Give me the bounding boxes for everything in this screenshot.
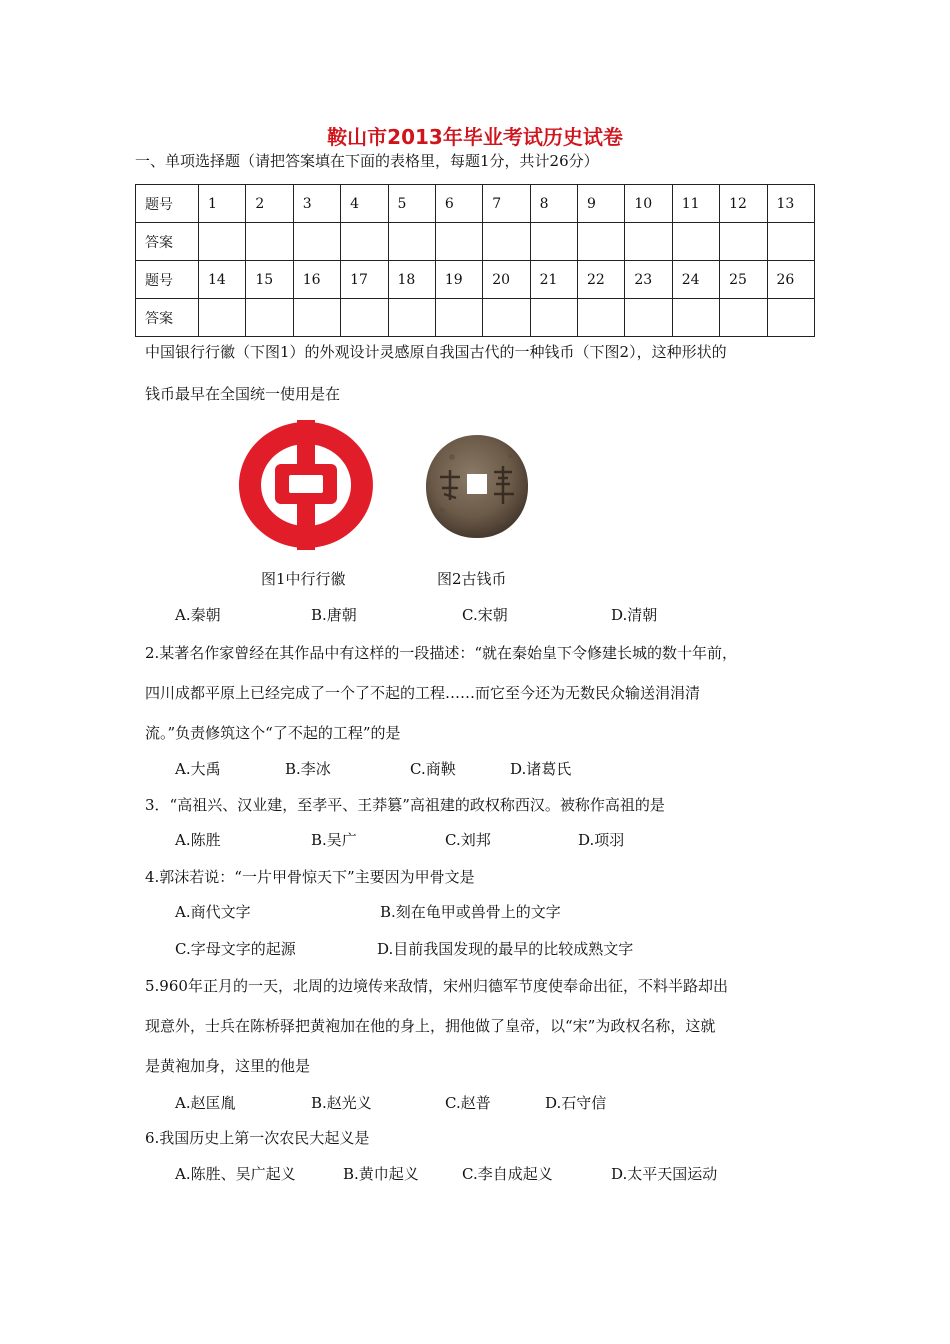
q3-option-c[interactable]: C.刘邦: [445, 831, 491, 849]
answer-cell[interactable]: [483, 299, 530, 337]
fig2-caption: 图2古钱币: [437, 570, 507, 588]
q2-stem-line1: 2.某著名作家曾经在其作品中有这样的一段描述：“就在秦始皇下令修建长城的数十年前，: [145, 644, 737, 662]
answer-cell[interactable]: [435, 299, 482, 337]
answer-cell[interactable]: [293, 223, 340, 261]
table-row: [136, 185, 815, 223]
question-number: 20: [483, 261, 530, 299]
question-number: 16: [293, 261, 340, 299]
q5-option-b[interactable]: B.赵光义: [311, 1094, 372, 1112]
question-number: 7: [483, 185, 530, 223]
answer-cell[interactable]: [625, 223, 672, 261]
question-number: 10: [625, 185, 672, 223]
answer-cell[interactable]: [720, 223, 767, 261]
question-number: 9: [578, 185, 625, 223]
answer-cell[interactable]: [199, 299, 246, 337]
question-number: 21: [530, 261, 577, 299]
q5-stem-line1: 5.960年正月的一天，北周的边境传来敌情，宋州归德军节度使奉命出征，不料半路却出: [145, 977, 728, 995]
question-number: 26: [767, 261, 815, 299]
question-number: 6: [435, 185, 482, 223]
row-label-number: 题号: [136, 185, 199, 223]
question-number: 24: [672, 261, 719, 299]
answer-cell[interactable]: [341, 299, 388, 337]
ancient-coin-icon: [422, 432, 532, 542]
answer-cell[interactable]: [767, 299, 815, 337]
question-number: 19: [435, 261, 482, 299]
q4-option-d[interactable]: D.目前我国发现的最早的比较成熟文字: [377, 940, 634, 958]
question-number: 15: [246, 261, 293, 299]
q5-option-a[interactable]: A.赵匡胤: [175, 1094, 236, 1112]
question-number: 23: [625, 261, 672, 299]
question-number: 1: [199, 185, 246, 223]
q2-stem-line2: 四川成都平原上已经完成了一个了不起的工程……而它至今还为无数民众输送涓涓清: [145, 684, 701, 702]
q1-option-c[interactable]: C.宋朝: [462, 606, 508, 624]
q3-stem: 3．“高祖兴、汉业建，至孝平、王莽篡”高祖建的政权称西汉。被称作高祖的是: [145, 796, 665, 814]
q2-option-c[interactable]: C.商鞅: [410, 760, 456, 778]
row-label-number: 题号: [136, 261, 199, 299]
q1-stem-line2: 钱币最早在全国统一使用是在: [145, 385, 341, 403]
q1-option-b[interactable]: B.唐朝: [311, 606, 357, 624]
question-number: 4: [341, 185, 388, 223]
table-row: [136, 299, 815, 337]
question-number: 12: [720, 185, 767, 223]
q6-option-c[interactable]: C.李自成起义: [462, 1165, 553, 1183]
answer-cell[interactable]: [767, 223, 815, 261]
answer-cell[interactable]: [530, 299, 577, 337]
q2-option-b[interactable]: B.李冰: [285, 760, 331, 778]
q1-option-d[interactable]: D.清朝: [611, 606, 658, 624]
question-number: 22: [578, 261, 625, 299]
q6-option-d[interactable]: D.太平天国运动: [611, 1165, 718, 1183]
q6-stem: 6.我国历史上第一次农民大起义是: [145, 1129, 370, 1147]
answer-cell[interactable]: [672, 223, 719, 261]
answer-cell[interactable]: [388, 223, 435, 261]
q6-option-b[interactable]: B.黄巾起义: [343, 1165, 419, 1183]
q2-option-a[interactable]: A.大禹: [175, 760, 221, 778]
answer-cell[interactable]: [246, 223, 293, 261]
answer-cell[interactable]: [483, 223, 530, 261]
answer-cell[interactable]: [578, 299, 625, 337]
answer-cell[interactable]: [720, 299, 767, 337]
q6-option-a[interactable]: A.陈胜、吴广起义: [175, 1165, 296, 1183]
q3-option-a[interactable]: A.陈胜: [175, 831, 221, 849]
q4-option-a[interactable]: A.商代文字: [175, 903, 251, 921]
question-number: 3: [293, 185, 340, 223]
q4-option-c[interactable]: C.字母文字的起源: [175, 940, 296, 958]
answer-table: [135, 184, 815, 337]
q1-option-a[interactable]: A.秦朝: [175, 606, 221, 624]
bank-of-china-logo-icon: [237, 420, 375, 550]
question-number: 2: [246, 185, 293, 223]
row-label-answer: 答案: [136, 223, 199, 261]
answer-cell[interactable]: [246, 299, 293, 337]
answer-cell[interactable]: [388, 299, 435, 337]
q3-option-b[interactable]: B.吴广: [311, 831, 357, 849]
answer-cell[interactable]: [530, 223, 577, 261]
q5-option-d[interactable]: D.石守信: [545, 1094, 607, 1112]
question-number: 17: [341, 261, 388, 299]
question-number: 8: [530, 185, 577, 223]
fig1-caption: 图1中行行徽: [261, 570, 346, 588]
q5-stem-line3: 是黄袍加身，这里的他是: [145, 1057, 311, 1075]
q4-stem: 4.郭沫若说：“一片甲骨惊天下”主要因为甲骨文是: [145, 868, 475, 886]
question-number: 11: [672, 185, 719, 223]
q5-option-c[interactable]: C.赵普: [445, 1094, 491, 1112]
q1-stem-line1: 中国银行行徽（下图1）的外观设计灵感原自我国古代的一种钱币（下图2），这种形状的: [145, 343, 727, 361]
q3-option-d[interactable]: D.项羽: [578, 831, 625, 849]
question-number: 25: [720, 261, 767, 299]
question-number: 14: [199, 261, 246, 299]
answer-cell[interactable]: [341, 223, 388, 261]
q2-option-d[interactable]: D.诸葛氏: [510, 760, 572, 778]
answer-cell[interactable]: [293, 299, 340, 337]
section-heading: 一、单项选择题（请把答案填在下面的表格里，每题1分，共计26分）: [135, 152, 599, 170]
answer-cell[interactable]: [672, 299, 719, 337]
page-title: 鞍山市2013年毕业考试历史试卷: [327, 125, 623, 149]
question-number: 13: [767, 185, 815, 223]
question-number: 18: [388, 261, 435, 299]
q2-stem-line3: 流。”负责修筑这个“了不起的工程”的是: [145, 724, 401, 742]
q5-stem-line2: 现意外，士兵在陈桥驿把黄袍加在他的身上，拥他做了皇帝，以“宋”为政权名称，这就: [145, 1017, 716, 1035]
answer-cell[interactable]: [435, 223, 482, 261]
row-label-answer: 答案: [136, 299, 199, 337]
q4-option-b[interactable]: B.刻在龟甲或兽骨上的文字: [380, 903, 561, 921]
question-number: 5: [388, 185, 435, 223]
answer-cell[interactable]: [578, 223, 625, 261]
answer-cell[interactable]: [199, 223, 246, 261]
table-row: [136, 223, 815, 261]
answer-cell[interactable]: [625, 299, 672, 337]
table-row: [136, 261, 815, 299]
